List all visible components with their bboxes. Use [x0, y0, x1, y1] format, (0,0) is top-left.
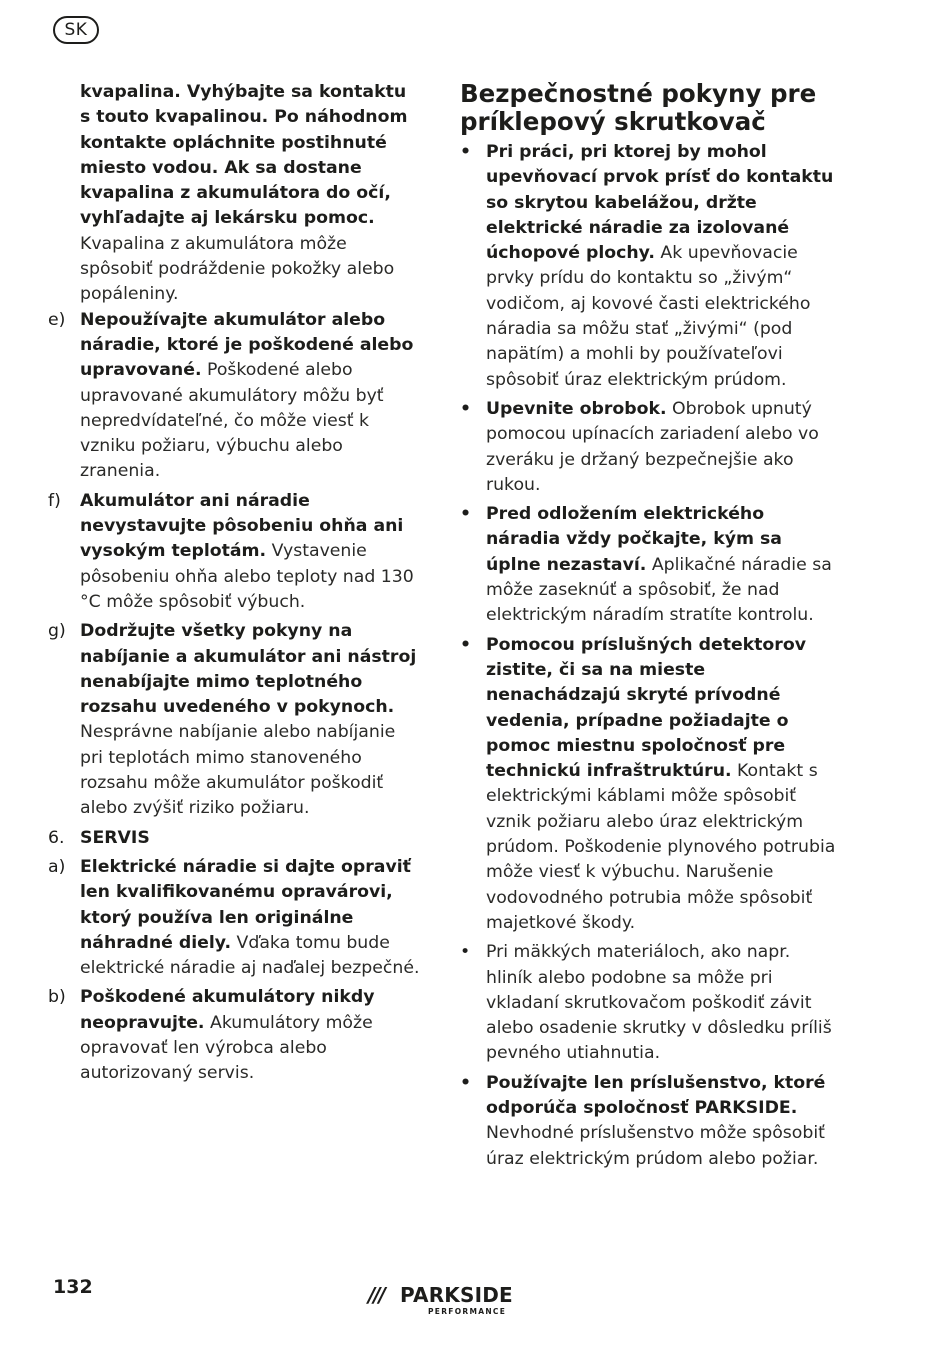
bullet-dot: • — [460, 504, 472, 525]
language-code: SK — [64, 19, 88, 40]
left-column — [48, 80, 420, 1091]
list-item — [48, 308, 420, 485]
bullet-normal: Nevhodné príslušenstvo môže spôsobiť úraz elektrickým prúdom alebo požiar. — [486, 1123, 825, 1169]
bullet-normal: Aplikačné náradie sa môže zaseknúť a spôsobiť, že nad elektrickým náradím stratíte kontrolu. — [486, 554, 832, 626]
bullet-dot: • — [460, 634, 472, 655]
bullet-bold: Pred odložením elektrického náradia vždy počkajte, kým sa úplne nezastaví. — [486, 504, 782, 575]
item-normal: Poškodené alebo upravované akumulátory môžu byť nepredvídateľné, čo môže viesť k vzniku požiaru, výbuchu alebo zranenia. — [80, 360, 384, 482]
continued-paragraph — [48, 80, 420, 308]
language-badge — [53, 16, 99, 44]
bullet-normal: Ak upevňovacie prvky prídu do kontaktu so „živým“ vodičom, aj kovové časti elektrického náradia sa môžu stať „živými“ (pod napätím) a mohli by používateľovi spôsobiť úraz elektrickým prúdom. — [486, 243, 811, 390]
parkside-logo — [368, 1284, 518, 1318]
page-number: 132 — [53, 1276, 93, 1298]
logo-subtitle: PERFORMANCE — [428, 1307, 507, 1316]
bullet-item — [460, 397, 838, 498]
section-title: SERVIS — [80, 827, 150, 848]
list-item — [48, 619, 420, 821]
item-bold: Poškodené akumulátory nikdy neopravujte. — [80, 987, 375, 1033]
bullet-normal: Obrobok upnutý pomocou upínacích zariadení alebo vo zveráku je držaný bezpečnejšie ako rukou. — [486, 398, 819, 495]
bullet-normal: Kontakt s elektrickými káblami môže spôsobiť vznik požiaru alebo úraz elektrickým prúdom. Poškodenie plynového potrubia môže viesť k výbuchu. Narušenie vodovodného potrubia môže spôsobiť majetkové škody. — [486, 761, 836, 933]
section-number: 6. — [48, 827, 65, 848]
item-bold: Elektrické náradie si dajte opraviť len kvalifikovanému opravárovi, ktorý používa len originálne náhradné diely. — [80, 856, 411, 953]
item-marker: f) — [48, 490, 61, 511]
paragraph-bold: kvapalina. Vyhýbajte sa kontaktu s touto kvapalinou. Po náhodnom kontakte opláchnite postihnuté miesto vodou. Ak sa dostane kvapalina z akumulátora do očí, vyhľadajte aj lekársku pomoc. — [80, 82, 408, 229]
item-marker: b) — [48, 987, 66, 1008]
bullet-item — [460, 940, 838, 1066]
bullet-dot: • — [460, 142, 472, 162]
bullet-dot: • — [460, 942, 471, 963]
bullet-item — [460, 140, 838, 393]
bullet-item — [460, 502, 838, 628]
item-marker: a) — [48, 856, 66, 877]
bullet-item — [460, 633, 838, 937]
item-normal: Vystavenie pôsobeniu ohňa alebo teploty nad 130 °C môže spôsobiť výbuch. — [80, 541, 414, 612]
bullet-normal: Pri mäkkých materiáloch, ako napr. hliník alebo podobne sa môže pri vkladaní skrutkovačom poškodiť závit alebo osadenie skrutky v dôsledku príliš pevného utiahnutia. — [486, 942, 832, 1064]
item-marker: g) — [48, 621, 66, 642]
logo-slashes: /// — [368, 1283, 384, 1307]
item-bold: Dodržujte všetky pokyny na nabíjanie a akumulátor ani nástroj nenabíjajte mimo teplotného rozsahu uvedeného v pokynoch. — [80, 621, 417, 718]
section-heading-servis — [48, 826, 420, 851]
item-normal: Vďaka tomu bude elektrické náradie aj naďalej bezpečné. — [80, 932, 420, 979]
paragraph-normal: Kvapalina z akumulátora môže spôsobiť podráždenie pokožky alebo popáleniny. — [80, 233, 395, 305]
item-bold: Akumulátor ani náradie nevystavujte pôsobeniu ohňa ani vysokým teplotám. — [80, 490, 404, 562]
bullet-item — [460, 1071, 838, 1172]
item-bold: Nepoužívajte akumulátor alebo náradie, ktoré je poškodené alebo upravované. — [80, 309, 414, 381]
item-marker: e) — [48, 309, 66, 330]
list-item — [48, 489, 420, 615]
bullet-bold: Pomocou príslušných detektorov zistite, či sa na mieste nenachádzajú skryté prívodné vedenia, prípadne požiadajte o pomoc miestnu spoločnosť pre technickú infraštruktúru. — [486, 634, 806, 782]
bullet-dot: • — [460, 398, 472, 419]
bullet-bold: Pri práci, pri ktorej by mohol upevňovací prvok prísť do kontaktu so skrytou kabelážou, držte elektrické náradie za izolované úchopové plochy. — [486, 142, 834, 264]
item-normal: Akumulátory môže opravovať len výrobca alebo autorizovaný servis. — [80, 1012, 373, 1084]
list-item — [48, 855, 420, 981]
section-heading: Bezpečnostné pokyny pre príklepový skrutkovač — [460, 79, 817, 136]
item-normal: Nesprávne nabíjanie alebo nabíjanie pri teplotách mimo stanoveného rozsahu môže akumulátor poškodiť alebo zvýšiť riziko požiaru. — [80, 722, 396, 819]
logo-brand: PARKSIDE — [400, 1283, 513, 1307]
right-column — [460, 80, 838, 1176]
bullet-bold: Používajte len príslušenstvo, ktoré odporúča spoločnosť PARKSIDE. — [486, 1072, 826, 1118]
bullet-bold: Upevnite obrobok. — [486, 398, 667, 419]
list-item — [48, 985, 420, 1086]
bullet-dot: • — [460, 1072, 472, 1093]
